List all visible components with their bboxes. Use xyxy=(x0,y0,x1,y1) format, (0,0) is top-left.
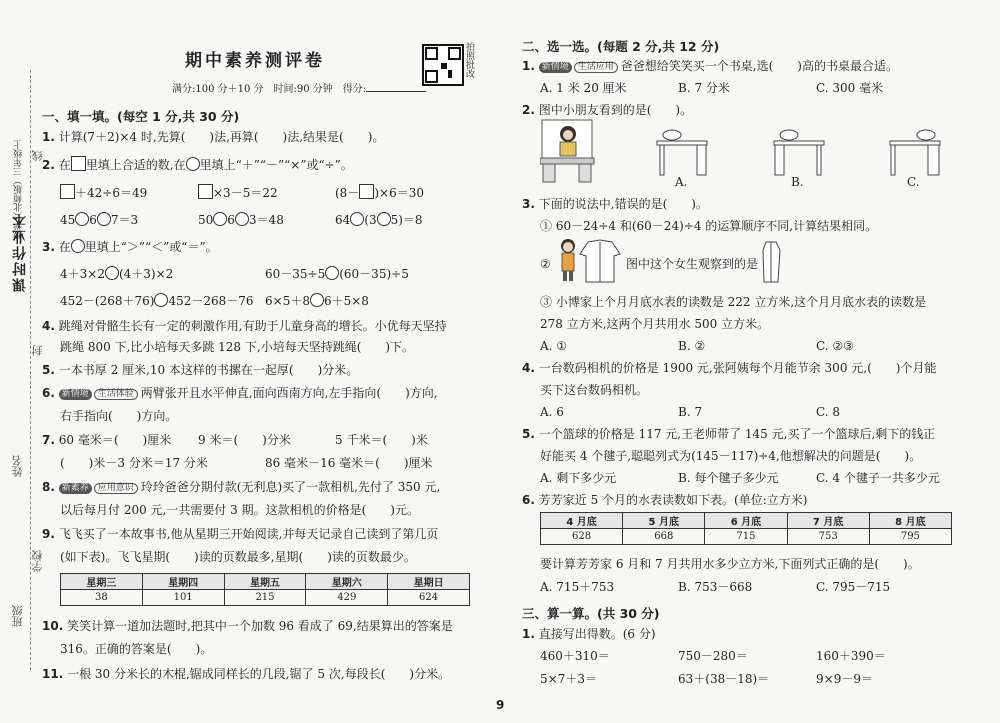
table-header: 星期日 xyxy=(388,574,470,590)
s2-q3-opt-b[interactable]: B. ② xyxy=(678,339,706,353)
s2-q2-opt-c[interactable]: C. xyxy=(907,175,920,189)
s3-r2-b: 63＋(38－18)＝ xyxy=(678,672,770,686)
s2-q6-question: 要计算芳芳家 6 月和 7 月共用水多少立方米,下面列式正确的是( )。 xyxy=(540,557,920,571)
desk-view-b-icon[interactable] xyxy=(772,128,827,176)
tag-application: 应用意识 xyxy=(94,483,138,494)
answer-circle[interactable] xyxy=(97,212,111,226)
exam-meta: 满分:100 分＋10 分 时间:90 分钟 得分: xyxy=(172,80,426,95)
table-cell: 668 xyxy=(623,529,705,545)
s1-q2-r2a: 45 6 7＝3 xyxy=(60,213,139,227)
answer-box[interactable] xyxy=(198,184,213,199)
s2-q3-s3-l2: 278 立方米,这两个月共用水 500 立方米。 xyxy=(540,317,770,331)
margin-class-label: 班级 xyxy=(11,605,24,627)
s3-q1: 1. 直接写出得数。(6 分) xyxy=(522,627,656,641)
s2-q3-opt-a[interactable]: A. ① xyxy=(540,339,568,353)
margin-seal-mark: 封 xyxy=(31,345,44,356)
girl-and-jacket-illustration xyxy=(556,236,626,284)
s2-q5-opt-c[interactable]: C. 4 个毽子一共多少元 xyxy=(816,471,940,485)
s2-q1-opt-b[interactable]: B. 7 分米 xyxy=(678,81,730,95)
table-header: 4 月底 xyxy=(541,513,623,529)
s1-q7-r1a: 7. 60 毫米＝( )厘米 xyxy=(42,433,172,447)
s1-q2-r1b: ×3－5＝22 xyxy=(198,184,278,199)
table-header: 5 月底 xyxy=(623,513,705,529)
s3-r2-c: 9×9－9＝ xyxy=(816,672,873,686)
s1-q2-r2c: 64 (3 5)＝8 xyxy=(335,213,423,227)
s3-r2-a: 5×7＋3＝ xyxy=(540,672,597,686)
table-cell: 215 xyxy=(224,590,306,606)
s1-q3-head: 3. 在 里填上“＞”“＜”或“＝”。 xyxy=(42,240,218,254)
s2-q2-opt-b[interactable]: B. xyxy=(791,175,804,189)
s1-q6-l1: 6. 新情境 生活体验 两臂张开且水平伸直,面向西南方向,左手指向( )方向, xyxy=(42,386,438,400)
s2-q3-s3-l1: ③ 小博家上个月月底水表的读数是 222 立方米,这个月月底水表的读数是 xyxy=(540,295,927,309)
s2-q5-opt-a[interactable]: A. 剩下多少元 xyxy=(540,471,617,485)
s1-q4-l1: 4. 跳绳对骨骼生长有一定的刺激作用,有助于儿童身高的增长。小优每天坚持 xyxy=(42,319,447,333)
brand-name: 课时作业本 xyxy=(12,212,28,292)
compare-circle[interactable] xyxy=(325,266,339,280)
s1-q2-r1a: ＋42÷6＝49 xyxy=(60,184,147,199)
s1-q8-l2: 以后每月付 200 元,一共需要付 3 期。这款相机的价格是( )元。 xyxy=(60,503,419,517)
table-cell: 795 xyxy=(869,529,951,545)
s1-q7-r2b: 86 毫米－16 毫米＝( )厘米 xyxy=(265,456,433,470)
section3-heading: 三、算一算。(共 30 分) xyxy=(522,606,660,621)
compare-circle[interactable] xyxy=(310,293,324,307)
compare-circle[interactable] xyxy=(105,266,119,280)
tag-life-experience: 生活体验 xyxy=(94,389,138,400)
answer-circle[interactable] xyxy=(213,212,227,226)
exam-title: 期中素养测评卷 xyxy=(185,51,325,71)
s2-q2-opt-a[interactable]: A. xyxy=(675,175,688,189)
tag-new-context: 新情境 xyxy=(59,389,92,400)
s1-q3-r1a: 4＋3×2 (4＋3)×2 xyxy=(60,267,174,281)
answer-circle[interactable] xyxy=(75,212,89,226)
s2-q5-l2: 好能买 4 个毽子,聪聪列式为(145－117)÷4,他想解决的问题是( )。 xyxy=(540,449,922,463)
s1-q3-r2b: 6×5＋8 6＋5×8 xyxy=(265,294,369,308)
answer-box[interactable] xyxy=(60,184,75,199)
s1-q5: 5. 一本书厚 2 厘米,10 本这样的书摞在一起厚( )分米。 xyxy=(42,363,359,377)
margin-school-label: 学校 xyxy=(31,550,44,572)
answer-circle[interactable] xyxy=(377,212,391,226)
table-header: 8 月底 xyxy=(869,513,951,529)
s1-q7-r1b: 9 米＝( )分米 xyxy=(198,433,291,447)
s2-q3-s2-text: 图中这个女生观察到的是 xyxy=(626,257,759,271)
tag-life-application: 生活应用 xyxy=(574,62,618,73)
s1-q9-l2: (如下表)。飞飞星期( )读的页数最多,星期( )读的页数最少。 xyxy=(60,550,416,564)
s2-q6: 6. 芳芳家近 5 个月的水表读数如下表。(单位:立方米) xyxy=(522,493,808,507)
s1-q3-r1b: 60－35÷5 (60－35)÷5 xyxy=(265,267,409,281)
qr-code-icon[interactable] xyxy=(422,44,464,86)
s2-q3: 3. 下面的说法中,错误的是( )。 xyxy=(522,197,708,211)
table-header: 星期六 xyxy=(306,574,388,590)
tag-new-context: 新情境 xyxy=(539,62,572,73)
tag-new-literacy: 新素养 xyxy=(59,483,92,494)
desk-view-c-icon[interactable] xyxy=(888,128,943,176)
s2-q4-l2: 买下这台数码相机。 xyxy=(540,383,649,397)
section1-heading: 一、填一填。(每空 1 分,共 30 分) xyxy=(42,109,240,124)
s2-q4-opt-a[interactable]: A. 6 xyxy=(540,405,564,419)
s1-q7-r2a: ( )米－3 分米＝17 分米 xyxy=(60,456,208,470)
table-header: 星期五 xyxy=(224,574,306,590)
s2-q1-opt-a[interactable]: A. 1 米 20 厘米 xyxy=(540,81,627,95)
s3-r1-a: 460＋310＝ xyxy=(540,649,610,663)
blank-circle[interactable] xyxy=(71,239,85,253)
desk-view-a-icon[interactable] xyxy=(655,128,710,176)
s2-q4-l1: 4. 一台数码相机的价格是 1900 元,张阿姨每个月能节余 300 元,( )个月能 xyxy=(522,361,937,375)
s1-q4-l2: 跳绳 800 下,比小培每天多跳 128 下,小培每天坚持跳绳( )下。 xyxy=(60,340,415,354)
page-number: 9 xyxy=(496,698,505,712)
water-meter-table xyxy=(540,512,952,545)
qr-note: 拍照批改 xyxy=(464,42,474,78)
s1-q6-l2: 右手指向( )方向。 xyxy=(60,409,178,423)
section2-heading: 二、选一选。(每题 2 分,共 12 分) xyxy=(522,39,720,54)
s2-q3-s1: ① 60－24÷4 和(60－24)÷4 的运算顺序不同,计算结果相同。 xyxy=(540,219,878,233)
s2-q3-s2-num: ② xyxy=(540,257,551,271)
s2-q5-opt-b[interactable]: B. 每个毽子多少元 xyxy=(678,471,779,485)
s3-r1-b: 750－280＝ xyxy=(678,649,748,663)
s2-q1-opt-c[interactable]: C. 300 毫米 xyxy=(816,81,884,95)
child-at-desk-illustration xyxy=(540,118,595,184)
s2-q4-opt-b[interactable]: B. 7 xyxy=(678,405,703,419)
reading-table xyxy=(60,573,470,606)
table-cell: 38 xyxy=(61,590,143,606)
s1-q2-r1c: (8－ )×6＝30 xyxy=(335,186,424,200)
s2-q6-opt-c[interactable]: C. 795－715 xyxy=(816,580,891,594)
table-cell: 429 xyxy=(306,590,388,606)
table-cell: 624 xyxy=(388,590,470,606)
s1-q10-l1: 10. 笑笑计算一道加法题时,把其中一个加数 96 看成了 69,结果算出的答案是 xyxy=(42,619,453,633)
s1-q7-r1c: 5 千米＝( )米 xyxy=(335,433,428,447)
s1-q11: 11. 一根 30 分米长的木棍,锯成同样长的几段,锯了 5 次,每段长( )分米。 xyxy=(42,667,451,681)
s2-q6-opt-a[interactable]: A. 715＋753 xyxy=(540,580,615,594)
s1-q2-r2b: 50 6 3＝48 xyxy=(198,213,284,227)
s2-q1: 1. 新情境 生活应用 爸爸想给笑笑买一个书桌,选( )高的书桌最合适。 xyxy=(522,59,898,73)
margin-name-label: 姓名 xyxy=(11,455,24,477)
table-header: 6 月底 xyxy=(705,513,787,529)
table-header: 7 月底 xyxy=(787,513,869,529)
s3-r1-c: 160＋390＝ xyxy=(816,649,886,663)
brand-subject: 数学（北师版）三年级上 xyxy=(14,140,24,239)
s2-q2: 2. 图中小朋友看到的是( )。 xyxy=(522,103,693,117)
table-header: 星期四 xyxy=(142,574,224,590)
table-cell: 101 xyxy=(142,590,224,606)
s2-q5-l1: 5. 一个篮球的价格是 117 元,王老师带了 145 元,买了一个篮球后,剩下的钱正 xyxy=(522,427,936,441)
s2-q6-opt-b[interactable]: B. 753－668 xyxy=(678,580,753,594)
s1-q8-l1: 8. 新素养 应用意识 玲玲爸爸分期付款(无利息)买了一款相机,先付了 350 元, xyxy=(42,480,441,494)
answer-box[interactable] xyxy=(359,184,374,199)
table-header: 星期三 xyxy=(61,574,143,590)
s1-q9-l1: 9. 飞飞买了一本故事书,他从星期三开始阅读,并每天记录自己读到了第几页 xyxy=(42,527,439,541)
s2-q4-opt-c[interactable]: C. 8 xyxy=(816,405,841,419)
s1-q3-r2a: 452－(268＋76) 452－268－76 xyxy=(60,294,254,308)
blank-box[interactable] xyxy=(71,156,86,171)
compare-circle[interactable] xyxy=(154,293,168,307)
blank-circle[interactable] xyxy=(186,157,200,171)
s1-q2-head: 2. 在 里填上合适的数,在 里填上“＋”“－”“×”或“÷”。 xyxy=(42,158,353,172)
s1-q1: 1. 计算(7＋2)×4 时,先算( )法,再算( )法,结果是( )。 xyxy=(42,130,385,144)
jacket-side-view-icon xyxy=(760,240,782,284)
table-cell: 753 xyxy=(787,529,869,545)
answer-circle[interactable] xyxy=(350,212,364,226)
margin-line-mark: 线 xyxy=(31,150,44,161)
s2-q3-opt-c[interactable]: C. ②③ xyxy=(816,339,854,353)
s1-q10-l2: 316。正确的答案是( )。 xyxy=(60,642,213,656)
answer-circle[interactable] xyxy=(235,212,249,226)
table-cell: 628 xyxy=(541,529,623,545)
table-cell: 715 xyxy=(705,529,787,545)
